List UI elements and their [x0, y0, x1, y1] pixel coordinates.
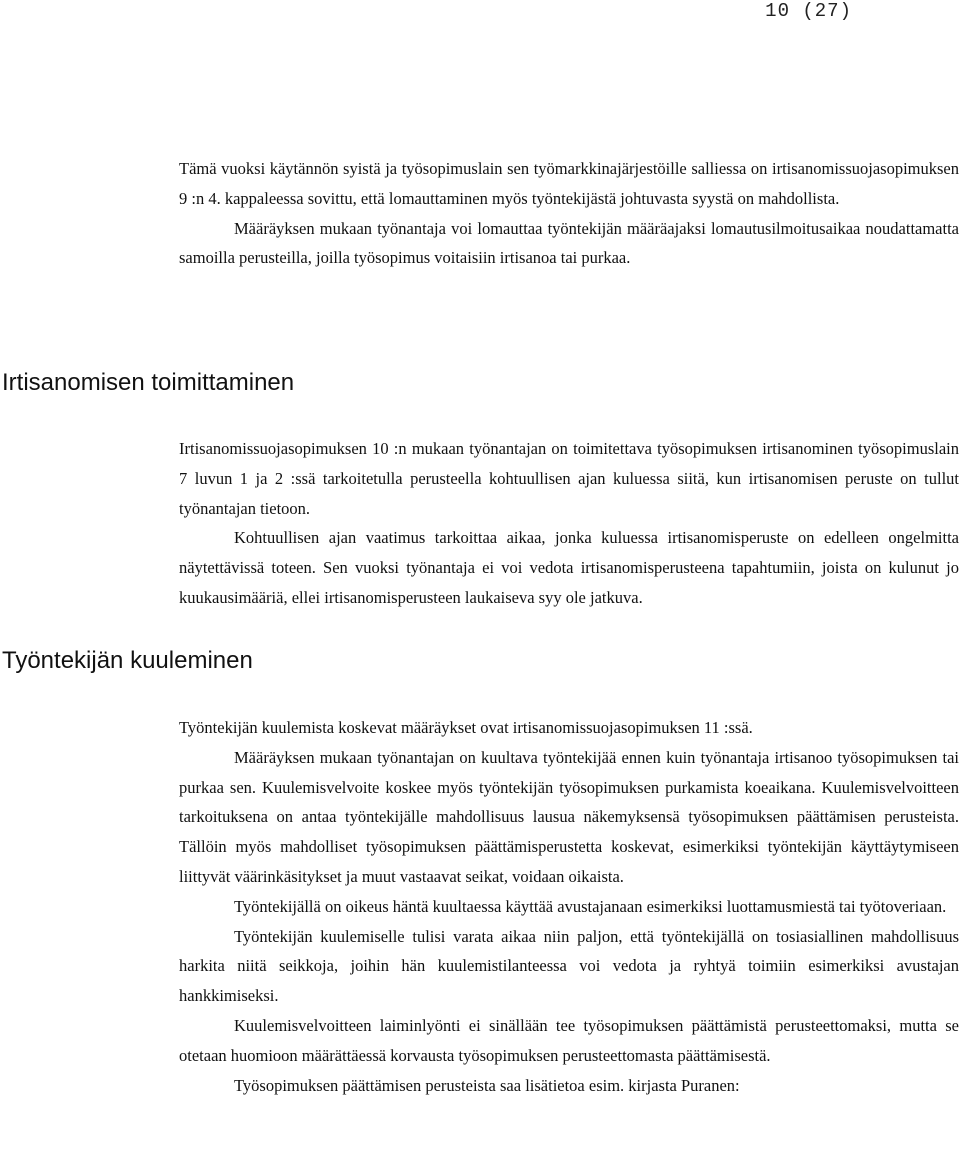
section-heading-tyontekijan-kuuleminen: Työntekijän kuuleminen: [2, 647, 253, 674]
kuuleminen-paragraph-6: Työsopimuksen päättämisen perusteista saa lisätietoa esim. kirjasta Puranen:: [234, 1075, 740, 1095]
intro-paragraph-1: Tämä vuoksi käytännön syistä ja työsopimuslain sen työmarkkinajärjestöille salliessa on irtisanomissuojasopimuksen 9 :n 4. kappaleessa sovittu, että lomauttaminen myös työntekijästä johtuvasta syystä on mahdollista.: [179, 159, 959, 208]
intro-paragraph-2: Määräyksen mukaan työnantaja voi lomauttaa työntekijän määräajaksi lomautusilmoitusaikaa noudattamatta samoilla perusteilla, joilla työsopimus voitaisiin irtisanoa tai purkaa.: [179, 218, 959, 268]
section-heading-irtisanomisen-toimittaminen: Irtisanomisen toimittaminen: [2, 369, 295, 396]
kuuleminen-paragraph-1: Työntekijän kuulemista koskevat määräykset ovat irtisanomissuojasopimuksen 11 :ssä.: [179, 718, 753, 737]
kuuleminen-text-block: [179, 713, 959, 1100]
kuuleminen-paragraph-3: Työntekijällä on oikeus häntä kuultaessa käyttää avustajanaan esimerkiksi luottamusmiestä tai työtoveriaan.: [234, 896, 947, 916]
kuuleminen-paragraph-4: Työntekijän kuulemiselle tulisi varata aikaa niin paljon, että työntekijällä on tosiasiallinen mahdollisuus harkita niitä seikkoja, joihin hän kuulemistilanteessa voi vedota ja ryhtyä toimiin esimerkiksi avustajan hankkimiseksi.: [179, 926, 959, 1006]
page-number: 10 (27): [765, 0, 852, 22]
intro-text-block: [179, 154, 959, 273]
irtisanominen-paragraph-2: Kohtuullisen ajan vaatimus tarkoittaa aikaa, jonka kuluessa irtisanomisperuste on edelleen ongelmitta näytettävissä toteen. Sen vuoksi työnantaja ei voi vedota irtisanomisperusteena tapahtumiin, joista on kulunut jo kuukausimääriä, ellei irtisanomisperusteen laukaiseva syy ole jatkuva.: [179, 528, 959, 607]
irtisanominen-paragraph-1: Irtisanomissuojasopimuksen 10 :n mukaan työnantajan on toimitettava työsopimuksen irtisanominen työsopimuslain 7 luvun 1 ja 2 :ssä tarkoitetulla perusteella kohtuullisen ajan kuluessa siitä, kun irtisanomisen peruste on tullut työnantajan tietoon.: [179, 439, 959, 518]
irtisanominen-text-block: [179, 434, 959, 613]
kuuleminen-paragraph-5: Kuulemisvelvoitteen laiminlyönti ei sinällään tee työsopimuksen päättämistä perusteettomaksi, mutta se otetaan huomioon määrättäessä korvausta työsopimuksen perusteettomasta päättämisestä.: [179, 1015, 959, 1065]
kuuleminen-paragraph-2: Määräyksen mukaan työnantajan on kuultava työntekijää ennen kuin työnantaja irtisanoo työsopimuksen tai purkaa sen. Kuulemisvelvoite koskee myös työntekijän työsopimuksen purkamista koeaikana. Kuulemisvelvoitteen tarkoituksena on antaa työntekijälle mahdollisuus lausua näkemyksensä työsopimuksen päättämisen perusteista. Tällöin myös mahdolliset työsopimuksen päättämisperustetta koskevat, esimerkiksi työntekijän käyttäytymiseen liittyvät väärinkäsitykset ja muut vastaavat seikat, voidaan oikaista.: [179, 747, 959, 886]
